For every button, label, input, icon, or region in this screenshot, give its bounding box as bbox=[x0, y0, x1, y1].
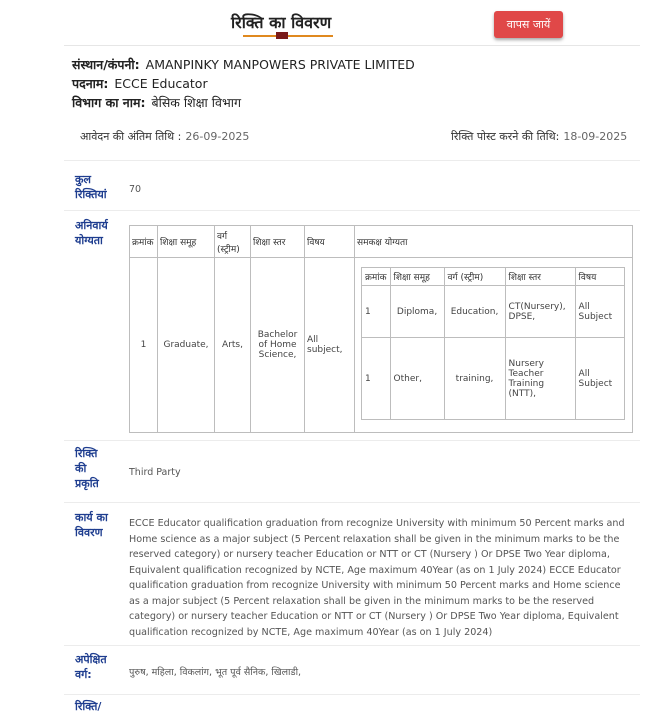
eq-cell-level: CT(Nursery), DPSE, bbox=[505, 286, 575, 338]
divider bbox=[64, 502, 640, 503]
equivalent-header-row bbox=[362, 268, 625, 286]
designation-value: ECCE Educator bbox=[114, 76, 208, 91]
post-date-row bbox=[451, 129, 627, 144]
post-date-label: रिक्ति पोस्ट करने की तिथि: bbox=[451, 130, 560, 143]
eq-col-header-stream: वर्ग (स्ट्रीम) bbox=[444, 268, 505, 286]
eq-col-header-sno: क्रमांक bbox=[362, 268, 391, 286]
eq-cell-level: Nursery Teacher Training (NTT), bbox=[505, 338, 575, 420]
title-underline-accent bbox=[276, 32, 288, 39]
divider bbox=[64, 645, 640, 646]
total-vacancies-label: कुल रिक्तियां bbox=[75, 173, 107, 201]
last-date-label: आवेदन की अंतिम तिथि : bbox=[80, 130, 182, 143]
col-header-equivalent: समकक्ष योग्यता bbox=[355, 226, 633, 258]
department-row bbox=[72, 94, 241, 111]
designation-label: पदनाम: bbox=[72, 76, 109, 91]
cell-equivalent bbox=[355, 258, 633, 433]
col-header-stream: वर्ग (स्ट्रीम) bbox=[215, 226, 251, 258]
table-row bbox=[130, 258, 633, 433]
col-header-subject: विषय bbox=[305, 226, 355, 258]
divider bbox=[64, 440, 640, 441]
eq-cell-group: Diploma, bbox=[390, 286, 444, 338]
department-label: विभाग का नाम: bbox=[72, 95, 146, 110]
last-date-row bbox=[80, 129, 249, 144]
post-date-value: 18-09-2025 bbox=[563, 130, 628, 143]
company-label: संस्थान/कंपनी: bbox=[72, 57, 140, 72]
equivalent-table bbox=[361, 267, 625, 420]
eq-col-header-subject: विषय bbox=[575, 268, 624, 286]
table-row bbox=[362, 286, 625, 338]
last-date-value: 26-09-2025 bbox=[185, 130, 250, 143]
divider bbox=[64, 210, 640, 211]
eq-cell-subject: All Subject bbox=[575, 338, 624, 420]
job-description-label: कार्य का विवरण bbox=[75, 511, 108, 539]
divider bbox=[64, 160, 640, 161]
table-row bbox=[362, 338, 625, 420]
eq-cell-stream: training, bbox=[444, 338, 505, 420]
job-description-text: ECCE Educator qualification graduation from recognize University with minimum 50 Percent marks and Home science as a major subject (5 Percent relaxation shall be given in the minimum marks to be the reserved category) or nursery teacher Education or NTT or CT (Nursery ) Or DPSE Two Year diploma, Equivalent qualification recognized by NCTE, Age maximum 40Year (as on 1 July 2024) ECCE Educator qualification graduation from recognize University with minimum 50 Percent marks and Home science as a major subject (5 Percent relaxation shall be given in the minimum marks to be the reserved category) or nursery teacher Education or NTT or CT (Nursery ) Or DPSE Two Year diploma, Equivalent qualification recognized by NCTE, Age maximum 40Year (as on 1 July 2024) bbox=[129, 518, 625, 638]
eq-cell-sno: 1 bbox=[362, 286, 391, 338]
qualification-label: अनिवार्य योग्यता bbox=[75, 219, 108, 247]
total-vacancies-value: 70 bbox=[129, 184, 142, 195]
expected-category-label: अपेक्षित वर्ग: bbox=[75, 653, 107, 681]
eq-cell-group: Other, bbox=[390, 338, 444, 420]
title-underline bbox=[243, 35, 333, 37]
col-header-sno: क्रमांक bbox=[130, 226, 158, 258]
cell-stream: Arts, bbox=[215, 258, 251, 433]
col-header-group: शिक्षा समूह bbox=[158, 226, 215, 258]
eq-col-header-level: शिक्षा स्तर bbox=[505, 268, 575, 286]
eq-cell-sno: 1 bbox=[362, 338, 391, 420]
col-header-level: शिक्षा स्तर bbox=[251, 226, 305, 258]
table-header-row bbox=[130, 226, 633, 258]
cell-sno: 1 bbox=[130, 258, 158, 433]
cell-level: Bachelor of Home Science, bbox=[251, 258, 305, 433]
nature-value: Third Party bbox=[129, 467, 181, 478]
divider bbox=[64, 694, 640, 695]
department-value: बेसिक शिक्षा विभाग bbox=[151, 95, 242, 110]
header-divider bbox=[64, 45, 640, 46]
nature-label: रिक्ति की प्रकृति bbox=[75, 447, 99, 490]
eq-cell-stream: Education, bbox=[444, 286, 505, 338]
expected-category-value: पुरुष, महिला, विकलांग, भूत पूर्व सैनिक, खिलाडी, bbox=[129, 667, 302, 678]
back-button[interactable]: वापस जायें bbox=[494, 11, 563, 38]
qualification-table bbox=[129, 225, 633, 433]
company-row bbox=[72, 56, 415, 73]
company-value: AMANPINKY MANPOWERS PRIVATE LIMITED bbox=[145, 57, 415, 72]
page-title: रिक्ति का विवरण bbox=[231, 13, 332, 32]
eq-cell-subject: All Subject bbox=[575, 286, 624, 338]
designation-row bbox=[72, 75, 208, 92]
eq-col-header-group: शिक्षा समूह bbox=[390, 268, 444, 286]
cell-group: Graduate, bbox=[158, 258, 215, 433]
cell-subject: All subject, bbox=[305, 258, 355, 433]
next-section-label: रिक्ति/ bbox=[75, 700, 102, 713]
